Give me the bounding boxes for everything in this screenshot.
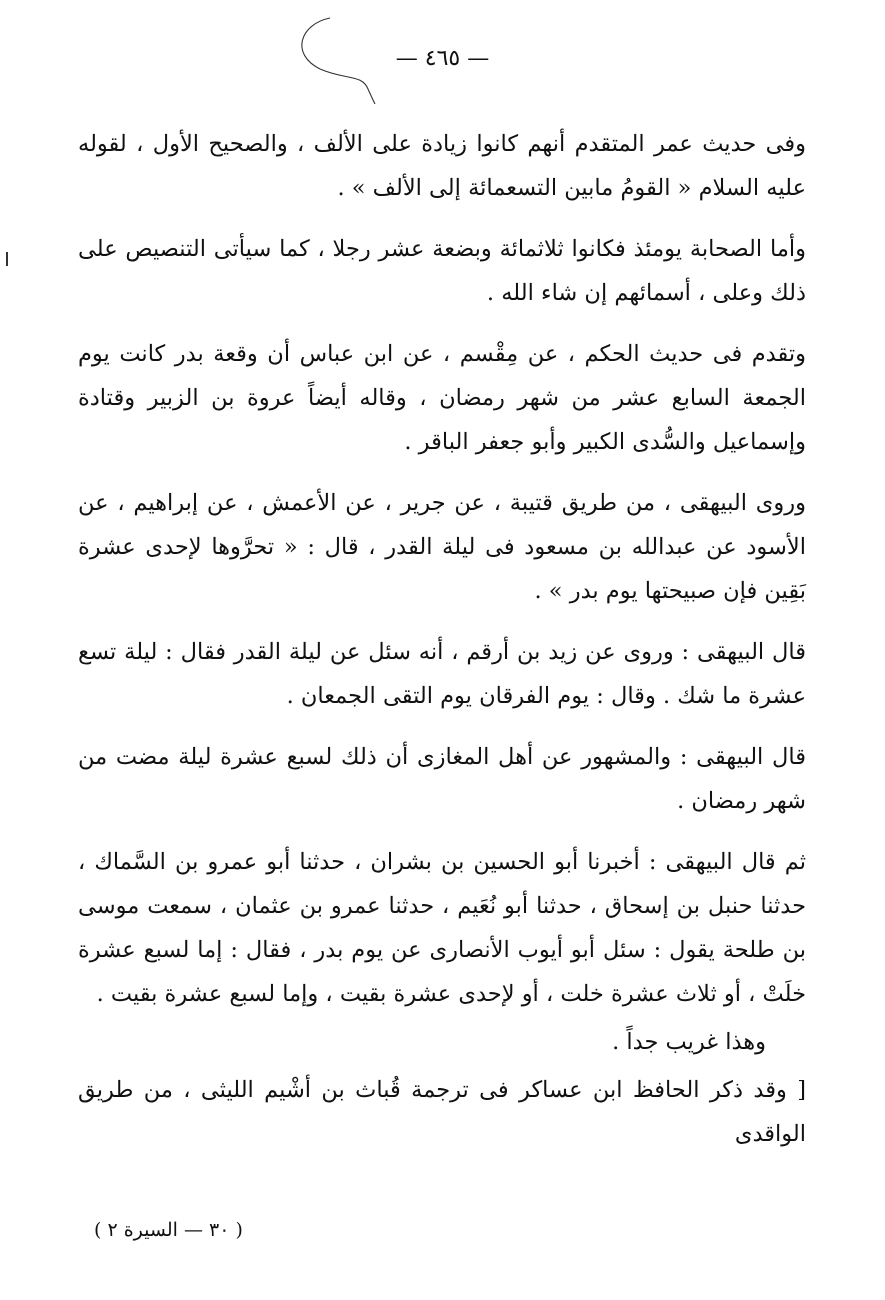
paragraph: وتقدم فى حديث الحكم ، عن مِقْسم ، عن ابن عباس أن وقعة بدر كانت يوم الجمعة السابع عشر من شهر رمضان ، وقاله أيضاً عروة بن الزبير وقتادة وإسماعيل والسُّدى الكبير وأبو جعفر الباقر .	[78, 341, 806, 455]
margin-mark	[6, 252, 8, 266]
paragraph: ثم قال البيهقى : أخبرنا أبو الحسين بن بشران ، حدثنا أبو عمرو بن السَّماك ، حدثنا حنبل بن إسحاق ، حدثنا أبو نُعَيم ، حدثنا عمرو بن عثمان ، سمعت موسى بن طلحة يقول : سئل أبو أيوب الأنصارى عن يوم بدر ، فقال : إما لسبع عشرة خلَتْ ، أو ثلاث عشرة خلت ، أو لإحدى عشرة بقيت ، وإما لسبع عشرة بقيت .	[78, 849, 806, 1007]
paragraph: [ وقد ذكر الحافظ ابن عساكر فى ترجمة قُباث بن أشْيم الليثى ، من طريق الواقدى	[78, 1077, 806, 1147]
page-number: — ٤٦٥ —	[395, 46, 490, 71]
paragraph: وأما الصحابة يومئذ فكانوا ثلاثمائة وبضعة عشر رجلا ، كما سيأتى التنصيص على ذلك وعلى ، أسمائهم إن شاء الله .	[78, 236, 806, 306]
paragraph: وفى حديث عمر المتقدم أنهم كانوا زيادة على الألف ، والصحيح الأول ، لقوله عليه السلام « القومُ مابين التسعمائة إلى الألف » .	[78, 131, 806, 201]
main-text	[78, 122, 806, 1173]
paragraph: وهذا غريب جداً .	[612, 1029, 766, 1055]
paragraph: قال البيهقى : والمشهور عن أهل المغازى أن ذلك لسبع عشرة ليلة مضت من شهر رمضان .	[78, 744, 806, 814]
footer-signature: ( ٣٠ — السيرة ٢ )	[94, 1219, 243, 1241]
paragraph: وروى البيهقى ، من طريق قتيبة ، عن جرير ، عن الأعمش ، عن إبراهيم ، عن الأسود عن عبدالله بن مسعود فى ليلة القدر ، قال : « تحرَّوها لإحدى عشرة بَقِين فإن صبيحتها يوم بدر » .	[78, 490, 806, 604]
paragraph: قال البيهقى : وروى عن زيد بن أرقم ، أنه سئل عن ليلة القدر فقال : ليلة تسع عشرة ما شك . وقال : يوم الفرقان يوم التقى الجمعان .	[78, 639, 806, 709]
